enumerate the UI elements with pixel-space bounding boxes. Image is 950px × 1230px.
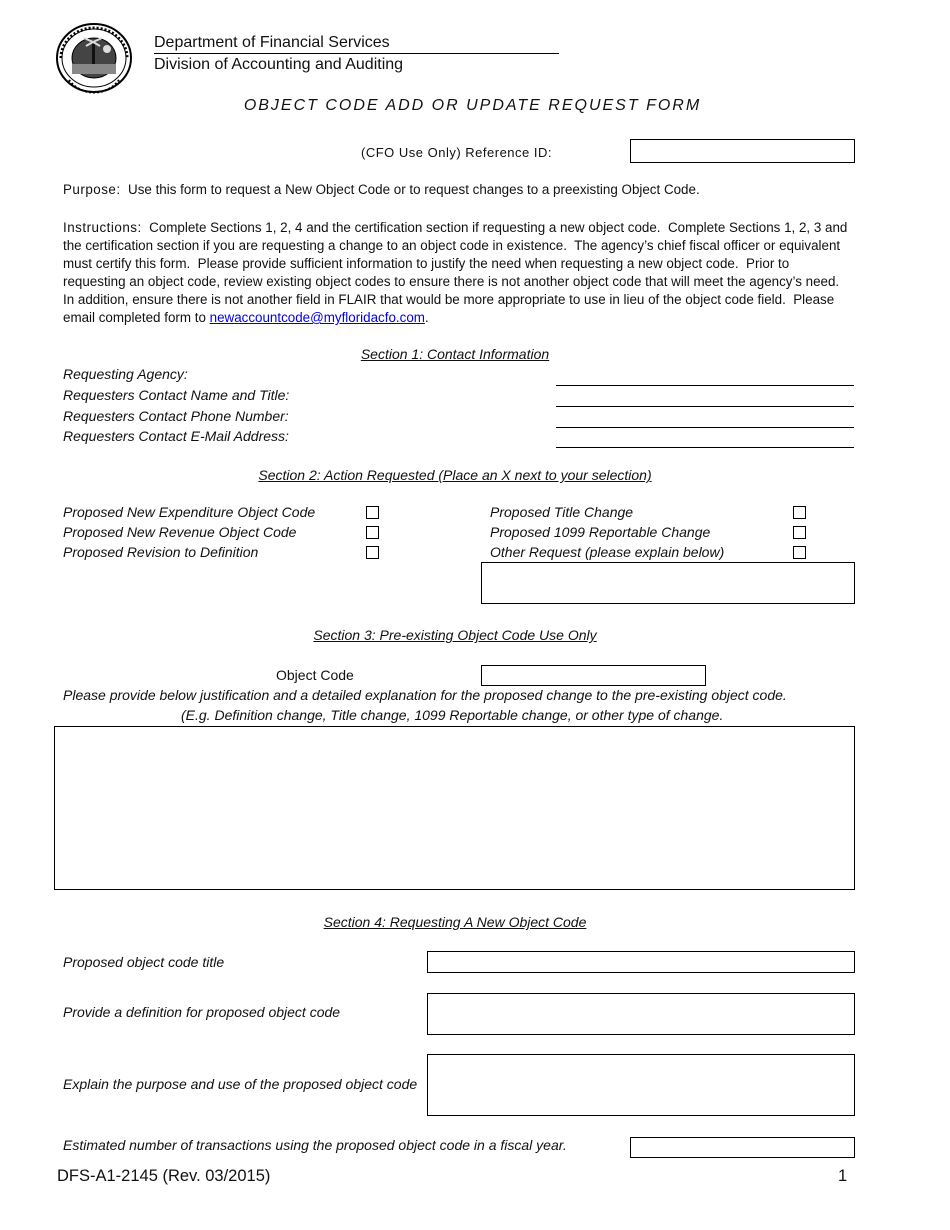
section2-title: Section 2: Action Requested (Place an X next to your selection) — [258, 467, 652, 483]
contact-name-title-label: Requesters Contact Name and Title: — [63, 387, 290, 403]
option-new-revenue-checkbox[interactable] — [366, 526, 379, 539]
justification-textarea[interactable] — [54, 726, 855, 890]
reference-id-input[interactable] — [630, 139, 855, 163]
form-number: DFS-A1-2145 (Rev. 03/2015) — [57, 1167, 271, 1185]
justification-instruction-line2: (E.g. Definition change, Title change, 1099 Reportable change, or other type of change. — [181, 707, 724, 723]
option-1099-change-checkbox[interactable] — [793, 526, 806, 539]
definition-textarea[interactable] — [427, 993, 855, 1035]
instructions-lead: Instructions: — [63, 220, 142, 235]
contact-email-input[interactable] — [556, 430, 854, 448]
object-code-input[interactable] — [481, 665, 706, 686]
requesting-agency-label: Requesting Agency: — [63, 366, 188, 382]
purpose-use-textarea[interactable] — [427, 1054, 855, 1116]
other-request-explanation-textarea[interactable] — [481, 562, 855, 604]
department-underline — [154, 53, 559, 54]
section1-title: Section 1: Contact Information — [360, 346, 550, 362]
definition-label: Provide a definition for proposed object code — [63, 1004, 341, 1020]
option-1099-change-label: Proposed 1099 Reportable Change — [490, 524, 711, 540]
division-name: Division of Accounting and Auditing — [154, 56, 404, 73]
transactions-input[interactable] — [630, 1137, 855, 1158]
contact-email-label: Requesters Contact E-Mail Address: — [63, 428, 289, 444]
option-new-expenditure-checkbox[interactable] — [366, 506, 379, 519]
purpose-lead: Purpose: — [63, 182, 121, 197]
purpose-paragraph — [63, 181, 853, 199]
section4-title: Section 4: Requesting A New Object Code — [323, 914, 587, 930]
state-seal-logo — [55, 22, 133, 94]
option-other-request-label: Other Request (please explain below) — [490, 544, 725, 560]
option-title-change-label: Proposed Title Change — [490, 504, 634, 520]
contact-phone-label: Requesters Contact Phone Number: — [63, 408, 289, 424]
option-new-revenue-label: Proposed New Revenue Object Code — [63, 524, 297, 540]
proposed-title-input[interactable] — [427, 951, 855, 973]
transactions-label: Estimated number of transactions using the proposed object code in a fiscal year. — [63, 1137, 567, 1153]
email-link[interactable]: newaccountcode@myfloridacfo.com — [209, 310, 425, 325]
option-revision-definition-label: Proposed Revision to Definition — [63, 544, 259, 560]
option-new-expenditure-label: Proposed New Expenditure Object Code — [63, 504, 316, 520]
purpose-use-label: Explain the purpose and use of the proposed object code — [63, 1076, 418, 1092]
form-title: OBJECT CODE ADD OR UPDATE REQUEST FORM — [243, 97, 702, 114]
justification-instruction-line1: Please provide below justification and a detailed explanation for the proposed change to the pre-existing object code. — [63, 687, 787, 703]
page-number: 1 — [838, 1167, 848, 1185]
reference-id-label: (CFO Use Only) Reference ID: — [361, 145, 552, 160]
instructions-end: . — [424, 310, 429, 325]
option-title-change-checkbox[interactable] — [793, 506, 806, 519]
option-other-request-checkbox[interactable] — [793, 546, 806, 559]
purpose-text: Use this form to request a New Object Code or to request changes to a preexisting Object Code. — [120, 182, 700, 197]
contact-phone-input[interactable] — [556, 410, 854, 428]
instructions-text: Complete Sections 1, 2, 4 and the certification section if requesting a new object code. Complete Sections 1, 2, 3 and the certification section if you are requesting a change to an object code in existence. The agency’s chief fiscal officer or equivalent must certify this form. Please provide sufficient information to justify the need when requesting a new object code. Prior to requesting an object code, review existing object codes to ensure there is not another object code that will meet the agency’s need. In addition, ensure there is not another field in FLAIR that would be more appropriate to use in lieu of the object code field. Please email completed form to — [63, 220, 852, 325]
requesting-agency-input[interactable] — [556, 368, 854, 386]
option-revision-definition-checkbox[interactable] — [366, 546, 379, 559]
instructions-paragraph — [63, 219, 855, 327]
department-name: Department of Financial Services — [154, 34, 390, 51]
object-code-label: Object Code — [276, 667, 354, 683]
proposed-title-label: Proposed object code title — [63, 954, 225, 970]
section3-title: Section 3: Pre-existing Object Code Use Only — [313, 627, 597, 643]
contact-name-title-input[interactable] — [556, 389, 854, 407]
